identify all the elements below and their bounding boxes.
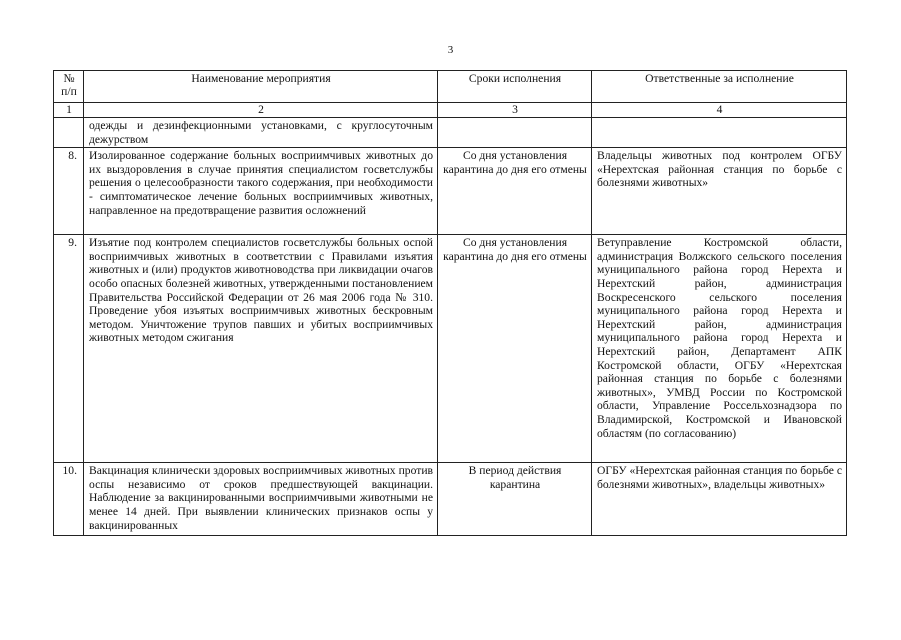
- table-row: [54, 148, 847, 235]
- column-number: 2: [84, 103, 438, 118]
- measure-responsible: ОГБУ «Нерехтская районная станция по борьбе с болезнями животных», владельцы животных»: [592, 463, 847, 536]
- table-header-row: [54, 71, 847, 103]
- measure-responsible: Владельцы животных под контролем ОГБУ «Нерехтская районная станция по борьбе с болезнями животных»: [592, 148, 847, 235]
- column-number: 3: [438, 103, 592, 118]
- page-number: 3: [447, 44, 454, 56]
- measure-terms: Со дня установления карантина до дня его отмены: [438, 235, 592, 463]
- measure-responsible: [592, 118, 847, 148]
- column-number: 4: [592, 103, 847, 118]
- measure-terms: Со дня установления карантина до дня его отмены: [438, 148, 592, 235]
- measure-terms: В период действия карантина: [438, 463, 592, 536]
- header-terms: Сроки исполнения: [438, 71, 592, 103]
- column-number: 1: [54, 103, 84, 118]
- table-row: [54, 235, 847, 463]
- measure-terms: [438, 118, 592, 148]
- row-number: [54, 118, 84, 148]
- measure-name: Изъятие под контролем специалистов госветслужбы больных оспой восприимчивых животных в соответствии с Правилами изъятия животных и (или) продуктов животноводства при ликвидации очагов особо опасных болезней животных, утвержденными постановлением Правительства Российской Федерации от 26 мая 2006 года № 310. Проведение убоя изъятых восприимчивых животных бескровным методом. Уничтожение трупов павших и убитых восприимчивых животных методом сжигания: [84, 235, 438, 463]
- measure-name: Изолированное содержание больных восприимчивых животных до их выздоровления в случае принятия специалистом госветслужбы решения о целесообразности такого содержания, при необходимости - симптоматическое лечение больных восприимчивых животных, направленное на предотвращение развития осложнений: [84, 148, 438, 235]
- row-number: 8.: [54, 148, 84, 235]
- measures-table: [53, 70, 847, 536]
- header-responsible: Ответственные за исполнение: [592, 71, 847, 103]
- header-name: Наименование мероприятия: [84, 71, 438, 103]
- header-no: № п/п: [54, 71, 84, 103]
- measure-name: одежды и дезинфекционными установками, с круглосуточным дежурством: [84, 118, 438, 148]
- table-row: [54, 463, 847, 536]
- measure-responsible: Ветуправление Костромской области, администрация Волжского сельского поселения муниципального района город Нерехта и Нерехтский район, администрация Воскресенского сельского поселения муниципального района город Нерехта и Нерехтский район, администрация муниципального района город Нерехта и Нерехтский район, Департамент АПК Костромской области, ОГБУ «Нерехтская районная станция по борьбе с болезнями животных», УМВД России по Костромской области, Управление Россельхознадзора по Владимирской, Костромской и Ивановской областям (по согласованию): [592, 235, 847, 463]
- measure-name: Вакцинация клинически здоровых восприимчивых животных против оспы независимо от сроков предшествующей вакцинации. Наблюдение за вакцинированными восприимчивыми животными не менее 14 дней. При выявлении клинических признаков оспы у вакцинированных: [84, 463, 438, 536]
- row-number: 10.: [54, 463, 84, 536]
- table-row: [54, 118, 847, 148]
- row-number: 9.: [54, 235, 84, 463]
- column-number-row: [54, 103, 847, 118]
